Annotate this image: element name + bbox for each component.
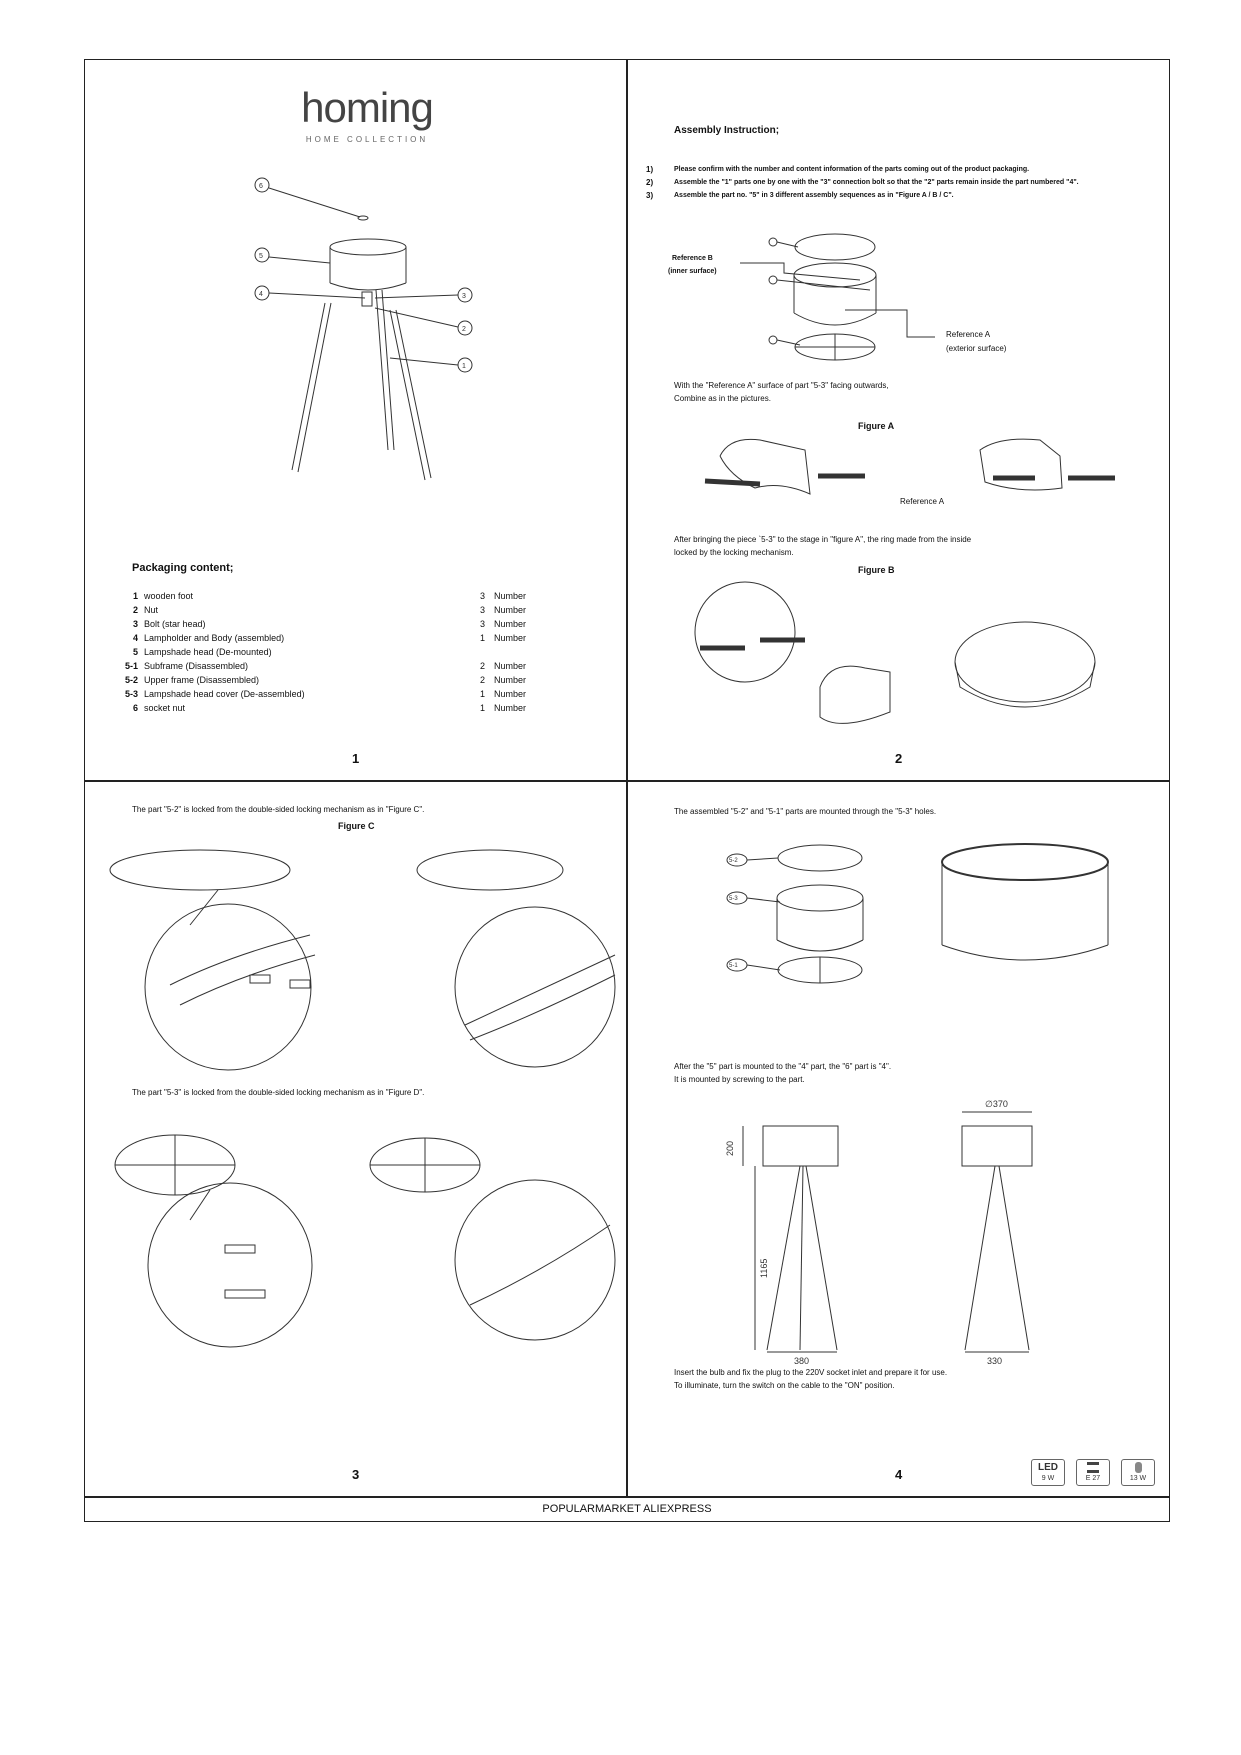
reference-b-label: Reference B: [672, 255, 713, 262]
brand-logo: [284, 84, 450, 145]
figure-c-drawing: [110, 845, 610, 1085]
callout-5-3: 5-3: [729, 896, 738, 902]
page-number-2: 2: [895, 751, 903, 766]
item-quantity: 3: [480, 591, 486, 601]
footer-divider: [84, 1496, 1170, 1498]
exploded-lamp-drawing: [240, 175, 500, 495]
assembly-title: Assembly Instruction;: [674, 125, 780, 136]
dimension-drawing: [725, 1099, 1125, 1366]
figure-a-caption: Figure A: [858, 421, 895, 431]
figure-d-drawing: [115, 1130, 615, 1340]
badge-e27-label: E 27: [1085, 1475, 1101, 1482]
step-text: Please confirm with the number and content information of the parts coming out of the product packaging.: [674, 166, 1030, 173]
note-combine: Combine as in the pictures.: [674, 394, 771, 403]
callout-3: 3: [462, 293, 466, 300]
page-number-1: 1: [352, 751, 360, 766]
figure-b-drawing: [690, 582, 1110, 732]
item-description: Upper frame (Disassembled): [144, 675, 260, 685]
item-number: 5-1: [124, 661, 138, 671]
step-text: Assemble the "1" parts one by one with the "3" connection bolt so that the "2" parts remain inside the part numbered "4".: [674, 179, 1079, 186]
logo-wordmark: homing: [301, 84, 433, 131]
dim-total-height: 1165: [759, 1258, 769, 1278]
packaging-item: [114, 674, 534, 687]
item-unit: Number: [494, 633, 527, 643]
item-description: Subframe (Disassembled): [144, 661, 249, 671]
item-quantity: 1: [480, 689, 486, 699]
step-number: 1): [646, 165, 654, 174]
item-unit: Number: [494, 605, 527, 615]
logo-tagline: HOME COLLECTION: [305, 135, 429, 144]
item-unit: Number: [494, 661, 527, 671]
figure-b-caption: Figure B: [858, 565, 895, 575]
item-unit: Number: [494, 591, 527, 601]
step-number: 2): [646, 178, 654, 187]
shade-assembly-drawing: [725, 840, 1125, 990]
item-number: 4: [132, 633, 138, 643]
note-figure-c: The part "5-2" is locked from the double-sided locking mechanism as in "Figure C".: [132, 805, 425, 814]
item-description: Lampshade head (De-mounted): [144, 647, 272, 657]
dim-shade-height: 200: [725, 1140, 735, 1156]
figure-a-drawing: [700, 436, 1120, 496]
dim-base-side: 330: [987, 1356, 1003, 1366]
led-9w-badge: [1031, 1459, 1065, 1486]
note-insert-bulb: Insert the bulb and fix the plug to the 220V socket inlet and prepare it for use.: [674, 1368, 948, 1377]
callout-1: 1: [462, 363, 466, 370]
badge-led-watt: 9 W: [1041, 1475, 1055, 1482]
packaging-item: [114, 604, 534, 617]
packaging-item: [114, 646, 534, 659]
row-divider: [84, 780, 1170, 782]
reference-a-sublabel: (exterior surface): [946, 344, 1007, 353]
e27-socket-badge: [1076, 1459, 1110, 1486]
callout-5-1: 5-1: [729, 963, 738, 969]
item-description: wooden foot: [144, 591, 194, 601]
packaging-item: [114, 702, 534, 715]
packaging-item: [114, 618, 534, 631]
figure-c-caption: Figure C: [338, 821, 375, 831]
page-number-3: 3: [352, 1467, 360, 1482]
item-number: 5-3: [124, 689, 138, 699]
step-text: Assemble the part no. "5" in 3 different assembly sequences as in "Figure A / B / C".: [674, 192, 954, 199]
note-reference-a: With the "Reference A" surface of part "5-3" facing outwards,: [674, 381, 889, 390]
reference-a-label: Reference A: [946, 330, 991, 339]
packaging-item: [114, 590, 534, 603]
item-number: 5-2: [124, 675, 138, 685]
item-quantity: 1: [480, 633, 486, 643]
cfl-13w-badge: [1121, 1459, 1155, 1486]
item-description: Lampholder and Body (assembled): [144, 633, 285, 643]
item-quantity: 3: [480, 619, 486, 629]
step-number: 3): [646, 191, 654, 200]
item-description: Nut: [144, 605, 159, 615]
callout-6: 6: [259, 183, 263, 190]
item-unit: Number: [494, 619, 527, 629]
socket-icon: [1087, 1462, 1099, 1473]
item-number: 2: [132, 605, 138, 615]
item-quantity: 2: [480, 675, 486, 685]
item-unit: Number: [494, 703, 527, 713]
callout-5: 5: [259, 253, 263, 260]
badge-led-label: LED: [1038, 1462, 1058, 1473]
packaging-item: [114, 688, 534, 701]
note-figure-d: The part "5-3" is locked from the double-sided locking mechanism as in "Figure D".: [132, 1088, 425, 1097]
badge-cfl-watt: 13 W: [1129, 1475, 1147, 1482]
note-mounting: The assembled "5-2" and "5-1" parts are mounted through the "5-3" holes.: [674, 807, 937, 816]
item-quantity: 3: [480, 605, 486, 615]
packaging-item: [114, 632, 534, 645]
packaging-item: [114, 660, 534, 673]
note-locking: After bringing the piece `5-3" to the stage in "figure A", the ring made from the inside: [674, 535, 972, 544]
item-number: 3: [132, 619, 138, 629]
reference-b-sublabel: (inner surface): [668, 268, 717, 275]
item-unit: Number: [494, 675, 527, 685]
note-screwing: It is mounted by screwing to the part.: [674, 1075, 805, 1084]
item-number: 5: [132, 647, 138, 657]
page-number-4: 4: [895, 1467, 903, 1482]
column-divider: [626, 59, 628, 1496]
item-description: Lampshade head cover (De-assembled): [144, 689, 305, 699]
item-unit: Number: [494, 689, 527, 699]
note-switch-on: To illuminate, turn the switch on the cable to the "ON" position.: [674, 1381, 895, 1390]
callout-2: 2: [462, 326, 466, 333]
packaging-title: Packaging content;: [132, 562, 234, 574]
callout-4: 4: [259, 291, 263, 298]
dim-diameter: ∅370: [985, 1099, 1008, 1109]
shade-exploded-drawing: [660, 230, 1060, 360]
item-quantity: 1: [480, 703, 486, 713]
item-description: Bolt (star head): [144, 619, 206, 629]
note-socket: After the "5" part is mounted to the "4" part, the "6" part is "4".: [674, 1062, 892, 1071]
bulb-icon: [1135, 1462, 1142, 1473]
figure-a-reference-label: Reference A: [900, 497, 945, 506]
footer-seller: POPULARMARKET ALIEXPRESS: [542, 1503, 712, 1515]
dim-base-front: 380: [794, 1356, 810, 1366]
item-quantity: 2: [480, 661, 486, 671]
item-number: 6: [132, 703, 138, 713]
callout-5-2: 5-2: [729, 858, 738, 864]
item-description: socket nut: [144, 703, 186, 713]
item-number: 1: [132, 591, 138, 601]
note-locking-2: locked by the locking mechanism.: [674, 548, 794, 557]
